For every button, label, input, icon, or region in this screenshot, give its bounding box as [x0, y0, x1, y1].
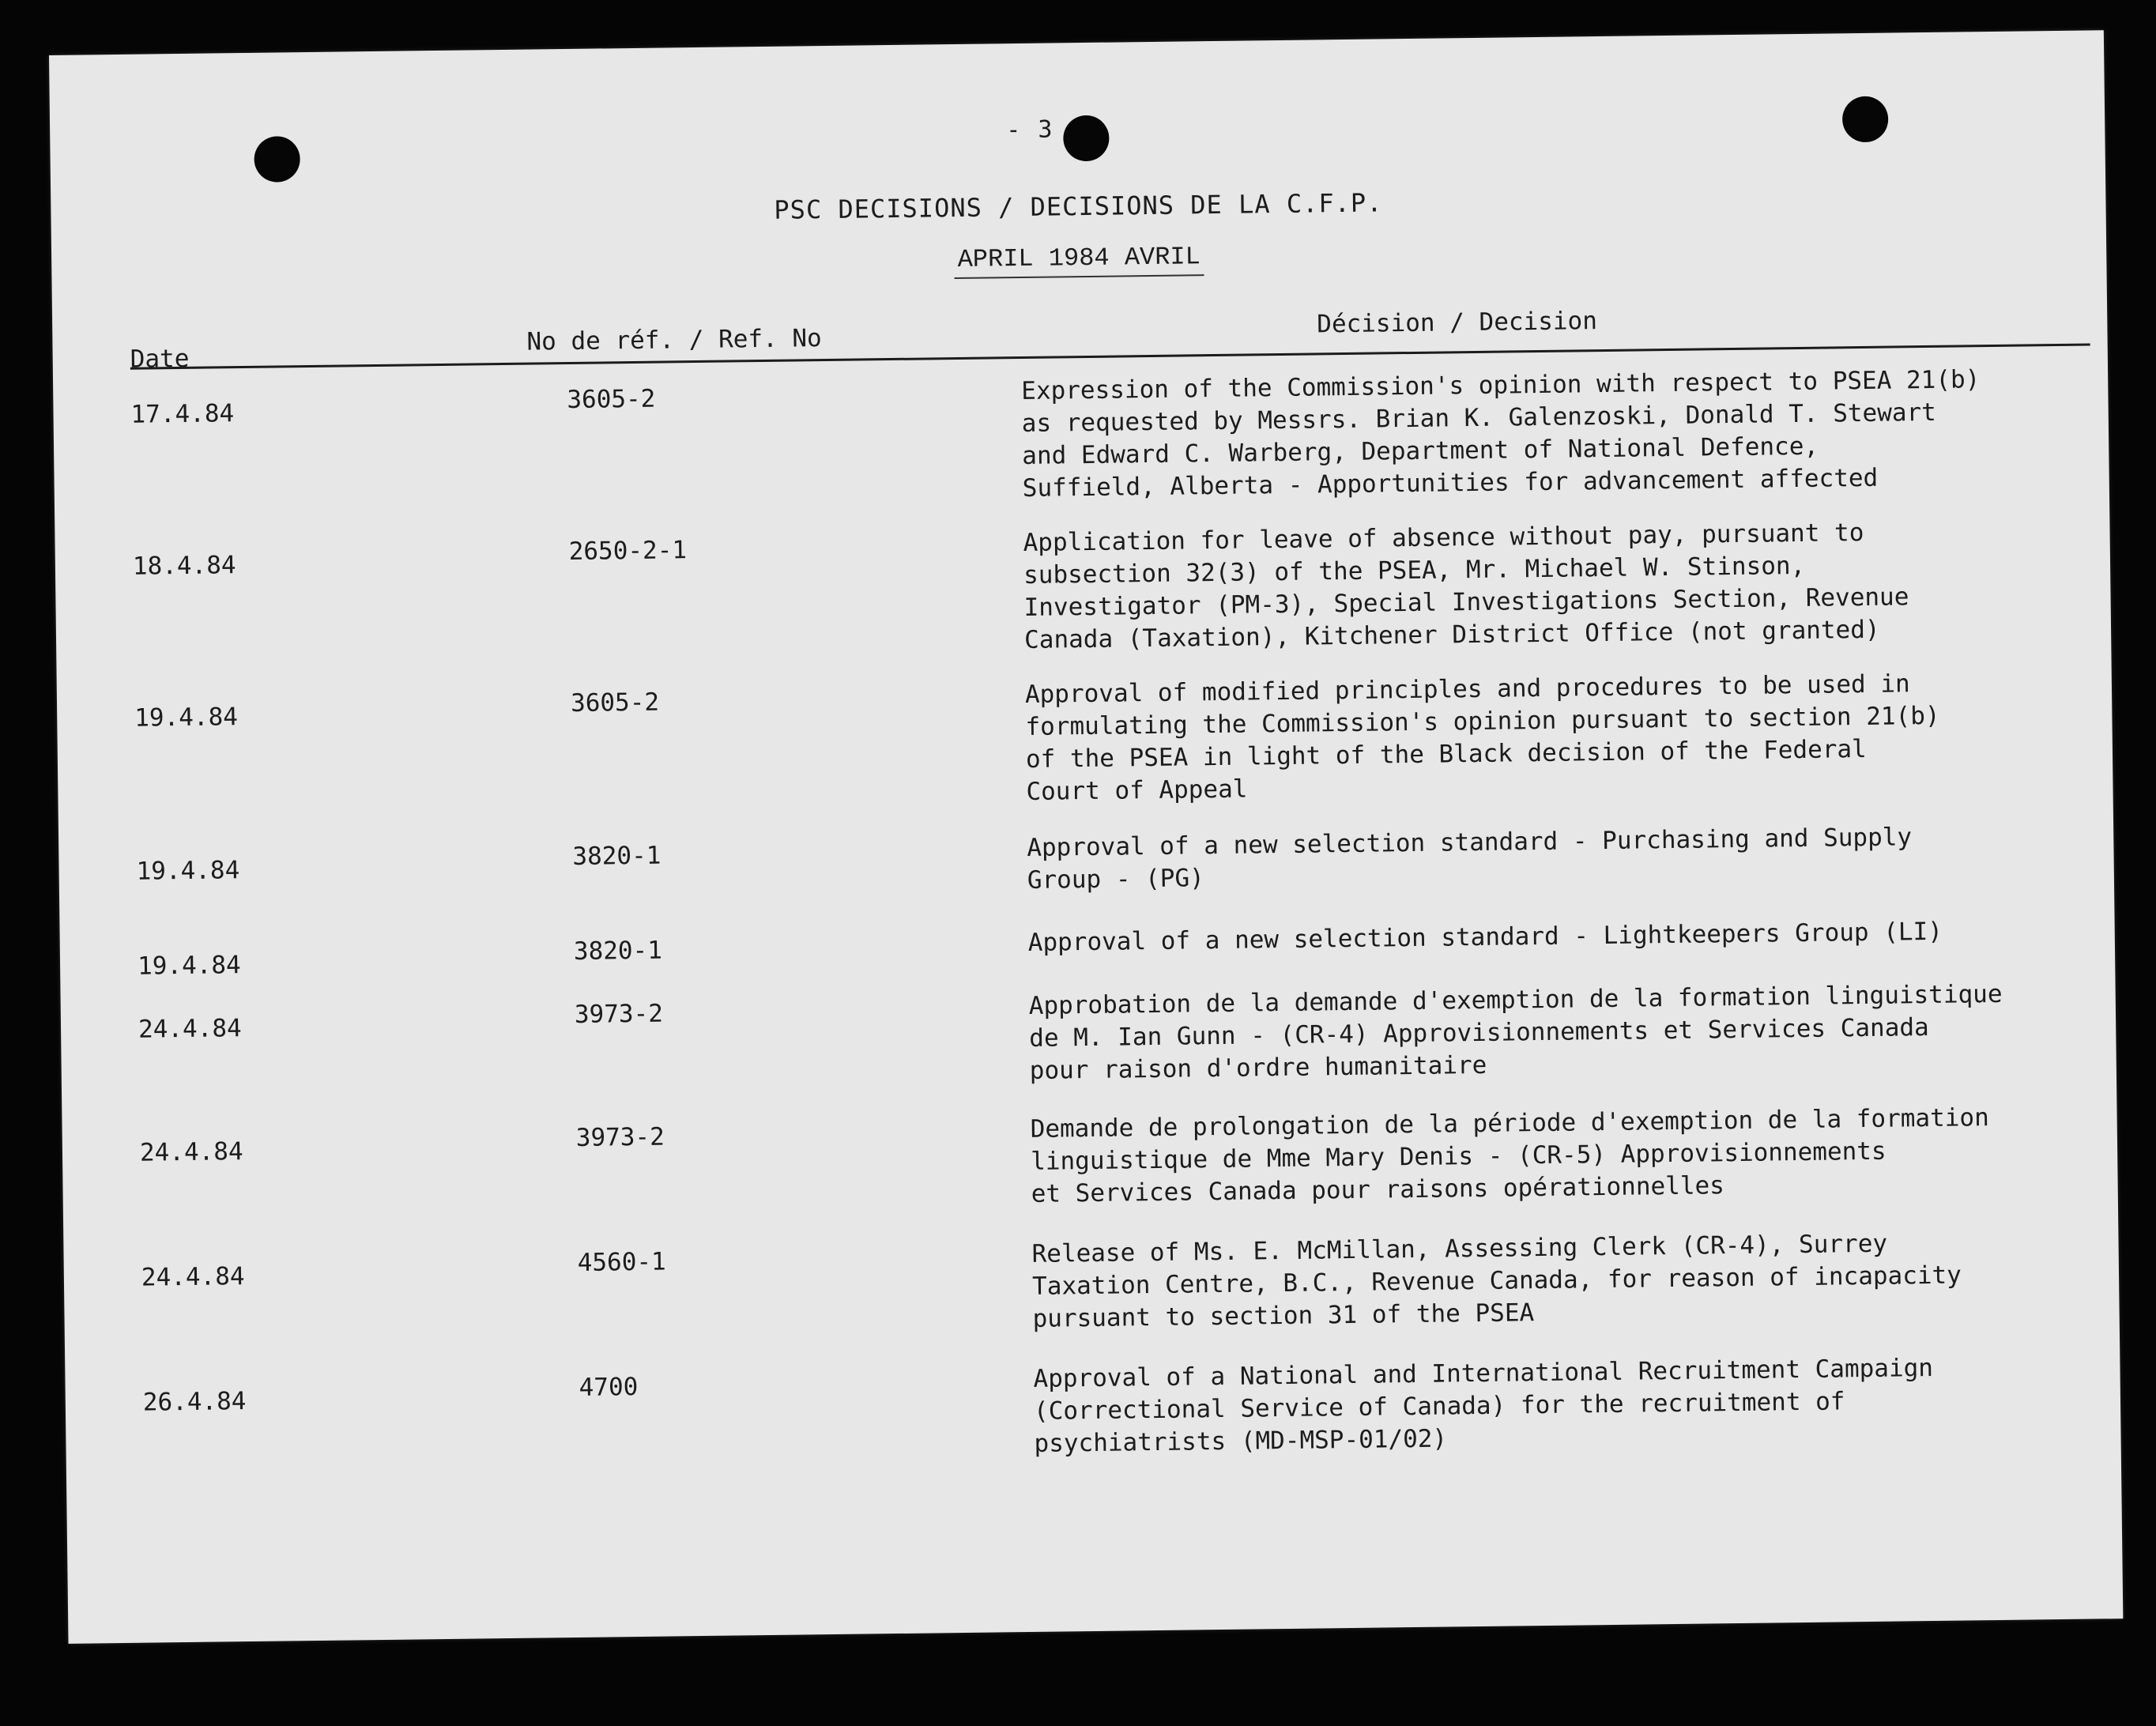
- decision-line: Approval of a new selection standard - Purchasing and Supply: [1027, 823, 1913, 862]
- table-row: [60, 914, 2115, 981]
- row-ref: 3605-2: [567, 384, 656, 415]
- row-ref: 3820-1: [572, 841, 662, 871]
- table-row: [62, 1100, 2117, 1208]
- page-title: PSC DECISIONS / DECISIONS DE LA C.F.P.: [774, 187, 1383, 225]
- decision-line: et Services Canada pour raisons opérationnelles: [1031, 1171, 1725, 1208]
- row-ref: 3973-2: [574, 999, 664, 1029]
- decision-line: Approbation de la demande d'exemption de la formation linguistique: [1028, 979, 2003, 1020]
- column-header-date: Date: [130, 344, 190, 374]
- decision-line: Investigator (PM-3), Special Investigations Section, Revenue: [1023, 582, 1909, 622]
- decision-line: formulating the Commission's opinion pursuant to section 21(b): [1025, 701, 1940, 741]
- row-decision: [1030, 1101, 2074, 1211]
- row-date: 17.4.84: [130, 399, 235, 429]
- punch-hole-center: [1063, 115, 1110, 162]
- row-decision: [1027, 820, 2071, 897]
- row-date: 24.4.84: [141, 1262, 245, 1292]
- row-date: 19.4.84: [137, 951, 241, 981]
- decision-line: subsection 32(3) of the PSEA, Mr. Michael W. Stinson,: [1023, 551, 1806, 590]
- table-row: [63, 1225, 2118, 1333]
- decision-line: psychiatrists (MD-MSP-01/02): [1034, 1424, 1448, 1458]
- decision-line: Group - (PG): [1027, 864, 1205, 895]
- row-ref: 4560-1: [577, 1247, 666, 1277]
- decision-line: Suffield, Alberta - Apportunities for advancement affected: [1022, 463, 1879, 503]
- column-header-ref: No de réf. / Ref. No: [526, 324, 822, 356]
- row-ref: 2650-2-1: [568, 536, 688, 567]
- document-page: [49, 30, 2123, 1644]
- table-row: [65, 1350, 2120, 1458]
- decision-line: de M. Ian Gunn - (CR-4) Approvisionnements et Services Canada: [1029, 1013, 1929, 1053]
- decision-line: Court of Appeal: [1026, 774, 1248, 806]
- decision-line: and Edward C. Warberg, Department of National Defence,: [1022, 432, 1819, 470]
- decision-line: Release of Ms. E. McMillan, Assessing Clerk (CR-4), Surrey: [1031, 1229, 1888, 1268]
- page-number: - 3: [1006, 115, 1054, 145]
- row-date: 18.4.84: [132, 551, 236, 581]
- table-row: [55, 514, 2109, 654]
- table-row: [61, 977, 2116, 1085]
- punch-hole-right: [1842, 96, 1889, 143]
- row-date: 26.4.84: [142, 1387, 247, 1417]
- row-ref: 3820-1: [573, 936, 663, 966]
- row-decision: [1031, 1226, 2075, 1336]
- row-date: 24.4.84: [139, 1137, 243, 1167]
- decision-line: (Correctional Service of Canada) for the recruitment of: [1033, 1387, 1845, 1426]
- decision-line: Application for leave of absence without pay, pursuant to: [1023, 518, 1864, 557]
- decision-line: pursuant to section 31 of the PSEA: [1032, 1298, 1535, 1333]
- subtitle-text: APRIL 1984 AVRIL: [954, 242, 1204, 279]
- table-row: [58, 819, 2113, 895]
- decision-line: Taxation Centre, B.C., Revenue Canada, for reason of incapacity: [1031, 1261, 1962, 1301]
- decision-line: Approval of a National and International Recruitment Campaign: [1033, 1354, 1934, 1393]
- decision-line: Approval of a new selection standard - Lightkeepers Group (LI): [1027, 917, 1943, 957]
- decision-line: Demande de prolongation de la période d'exemption de la formation: [1030, 1103, 1989, 1144]
- row-date: 24.4.84: [138, 1014, 242, 1044]
- row-decision: [1025, 666, 2070, 808]
- row-decision: [1021, 363, 2066, 505]
- row-decision: [1028, 914, 2071, 959]
- row-date: 19.4.84: [134, 703, 239, 733]
- column-header-decision: Décision / Decision: [1317, 307, 1598, 339]
- table-row: [57, 665, 2112, 806]
- page-subtitle: [51, 231, 2106, 285]
- row-decision: [1023, 514, 2067, 657]
- decision-line: Approval of modified principles and procedures to be used in: [1024, 669, 1910, 709]
- decision-line: Expression of the Commission's opinion with respect to PSEA 21(b): [1021, 365, 1981, 405]
- row-decision: [1033, 1351, 2077, 1460]
- row-ref: 3973-2: [575, 1122, 665, 1152]
- decision-line: pour raison d'ordre humanitaire: [1029, 1050, 1487, 1085]
- decision-line: of the PSEA in light of the Black decision of the Federal: [1025, 734, 1867, 774]
- decision-line: linguistique de Mme Mary Denis - (CR-5) Approvisionnements: [1030, 1136, 1886, 1176]
- row-decision: [1029, 978, 2073, 1087]
- row-date: 19.4.84: [136, 856, 240, 886]
- decision-line: as requested by Messrs. Brian K. Galenzoski, Donald T. Stewart: [1021, 398, 1937, 438]
- decision-line: Canada (Taxation), Kitchener District Office (not granted): [1023, 615, 1880, 654]
- punch-hole-left: [254, 136, 300, 183]
- row-ref: 3605-2: [570, 688, 660, 718]
- row-ref: 4700: [579, 1373, 639, 1402]
